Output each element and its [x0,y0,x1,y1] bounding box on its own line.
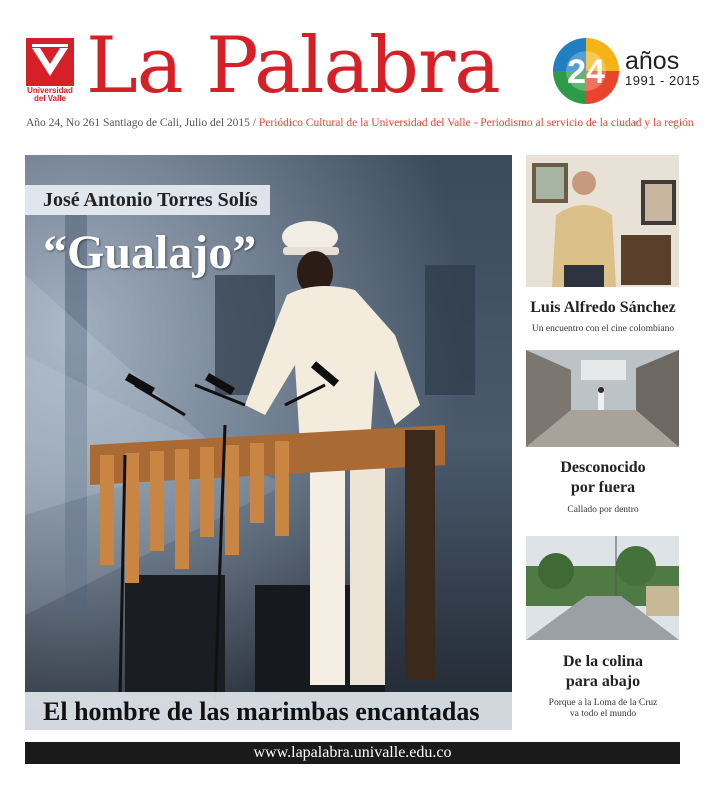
side-story-3-title-line1: De la colina [563,653,643,670]
side-story-1-title: Luis Alfredo Sánchez [530,299,676,316]
side-story-2-title-line2: por fuera [570,479,636,496]
side-story-2-title-line1: Desconocido [560,459,646,476]
cover-caption: El hombre de las marimbas encantadas [43,697,480,726]
anniversary-number: 24 [567,53,605,91]
cover-photo [25,155,512,730]
anniversary-range: 1991 - 2015 [625,73,700,88]
university-logo [26,38,74,104]
side-photo-hill-street [526,536,679,640]
logo-emblem [26,38,74,86]
issue-tagline: Periódico Cultural de la Universidad del Valle - Periodismo al servicio de la ciudad y la región [258,117,694,129]
cover-nickname: “Gualajo” [43,226,257,279]
logo-wordmark: Universidad del Valle [27,86,73,103]
anniversary-label [625,48,700,88]
issue-line [26,117,706,129]
side-story-2-subtitle: Callado por dentro [567,505,639,515]
side-photo-street [526,350,679,447]
anniversary-badge [553,38,619,104]
footer-url[interactable]: www.lapalabra.univalle.edu.co [25,742,680,764]
side-story-3-title-line2: para abajo [565,673,641,690]
issue-info: Año 24, No 261 Santiago de Cali, Julio del 2015 / [26,117,256,129]
side-story-3-subtitle-line1: Porque a la Loma de la Cruz [548,698,658,708]
side-story-3-subtitle-line2: va todo el mundo [569,709,637,719]
anniversary-anos: años [625,47,680,75]
cover-person-name: José Antonio Torres Solís [25,185,270,215]
side-story-1-subtitle: Un encuentro con el cine colombiano [531,324,675,334]
side-photo-portrait [526,155,679,287]
masthead-title: La Palabra [86,21,500,111]
